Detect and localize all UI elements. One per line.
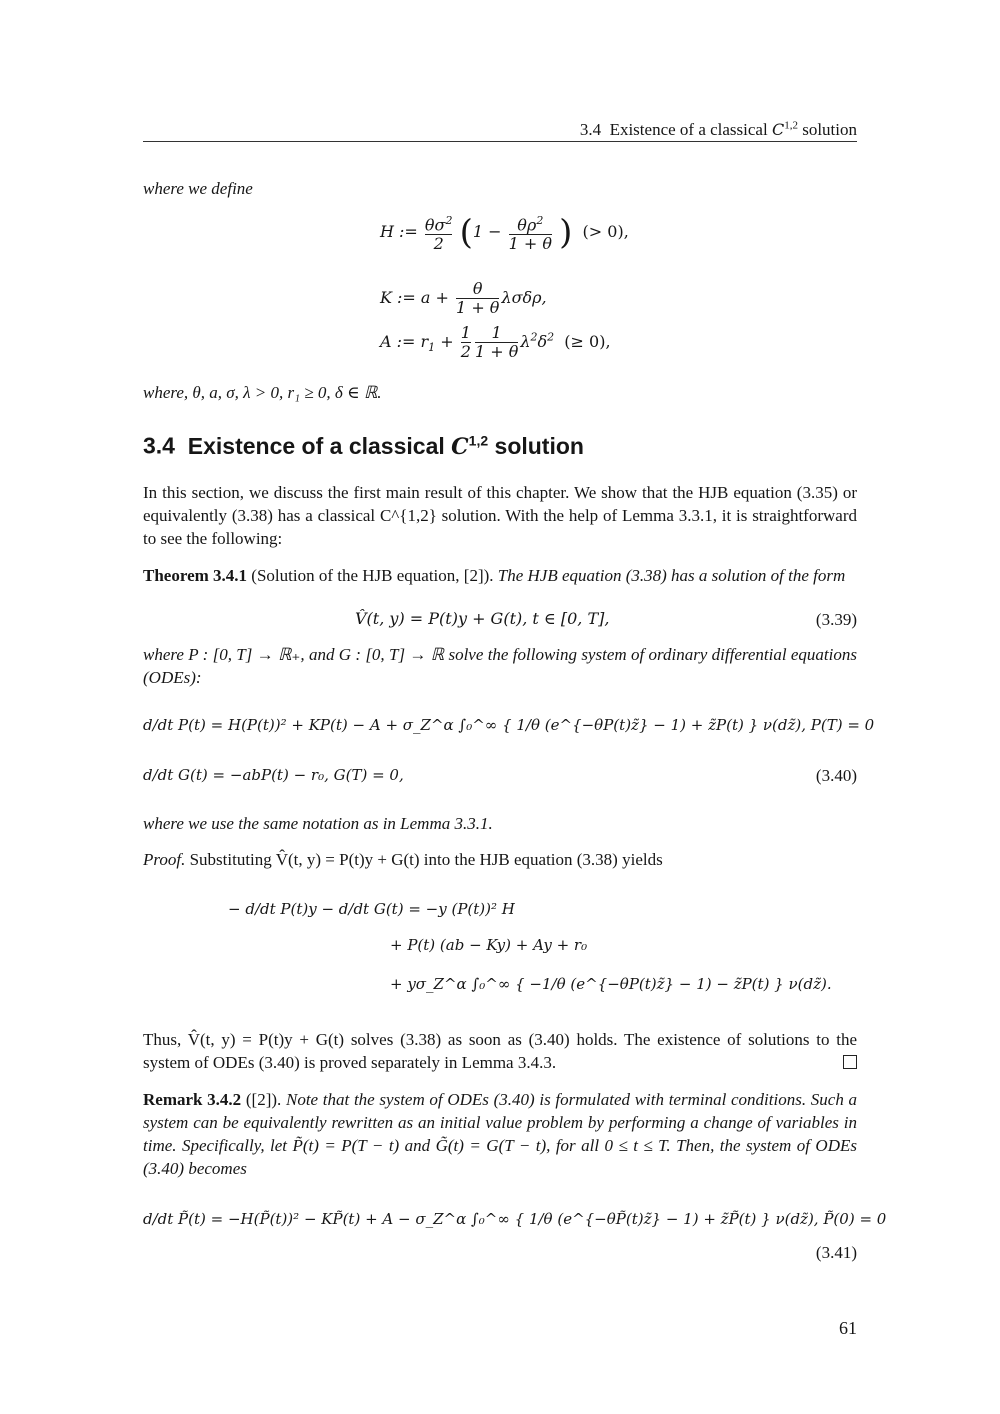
remark-label: Remark 3.4.2 (143, 1090, 242, 1109)
section-title: Existence of a classical C$^{1,2}$ solution (187, 432, 584, 460)
theorem-text: The HJB equation (3.38) has a solution of the form (497, 566, 846, 585)
running-header-text: 3.4 Existence of a classical C$^{1,2}$ solution (579, 119, 857, 139)
def-H: H := $\frac{\theta\sigma^2}{2}$ (1 − $\frac{\theta\rho^2}{1 + \theta}$ ) (> 0), (380, 212, 629, 254)
proof-equation-line1: − d/dt P(t)y − d/dt G(t) = −y (P(t))² H (228, 900, 515, 918)
proof-equation-line3: + yσ_Z^α ∫₀^∞ { −1/θ (e^{−θP(t)z̃} − 1) − z̃P(t) } ν(dz̃). (390, 975, 832, 993)
equation-3-40-line1: d/dt P(t) = H(P(t))² + KP(t) − A + σ_Z^α ∫₀^∞ { 1/θ (e^{−θP(t)z̃} − 1) + z̃P(t) } ν(dz̃), P(T) = 0 (143, 716, 875, 734)
section-number: 3.4 (143, 432, 175, 459)
proof-equation-line2: + P(t) (ab − Ky) + Ay + r₀ (390, 936, 588, 954)
equation-3-40-line2: d/dt G(t) = −abP(t) − r₀, G(T) = 0, (143, 766, 404, 784)
equation-3-41: d/dt P̃(t) = −H(P̃(t))² − KP̃(t) + A − σ_Z^α ∫₀^∞ { 1/θ (e^{−θP̃(t)z̃} − 1) + z̃P̃(t) } ν(dz̃), P̃(0) = 0 (143, 1210, 887, 1228)
def-K: K := a + $\frac{\theta}{1 + \theta}$ λσδρ, (380, 279, 547, 317)
remark (143, 1088, 857, 1180)
section-heading (143, 432, 584, 460)
theorem-statement (143, 564, 857, 587)
theorem-attribution: (Solution of the HJB equation, [2]). (251, 566, 494, 585)
equation-number-3-41: (3.41) (815, 1243, 857, 1262)
header-rule (143, 141, 857, 142)
proof-intro (143, 848, 857, 871)
qed-symbol (843, 1055, 857, 1069)
intro-paragraph: In this section, we discuss the first main result of this chapter. We show that the HJB equation (3.35) or equivalently (3.38) has a classical C^{1,2} solution. With the help of Lemma 3.3.1, it is straightforward to see the following: (143, 483, 857, 548)
proof-label: Proof. (143, 850, 186, 869)
remark-ref: ([2]). (245, 1090, 282, 1109)
equation-number-3-40: (3.40) (815, 766, 857, 785)
theorem-closing: where we use the same notation as in Lemma 3.3.1. (143, 814, 493, 833)
intro-where: where we define (143, 179, 253, 198)
equation-number-3-39: (3.39) (815, 610, 857, 629)
proof-text: Substituting V̂(t, y) = P(t)y + G(t) into the HJB equation (3.38) yields (189, 850, 663, 869)
theorem-where-line: where P : [0, T] → ℝ₊, and G : [0, T] → ℝ solve the following system of ordinary differential equations (ODEs): (143, 645, 857, 687)
def-A: A := $r_1$ + $\frac{1}{2}$ $\frac{1}{1 + \theta}$ $\lambda^2\delta^2$ (≥ 0), (380, 323, 611, 361)
page-number: 61 (839, 1318, 857, 1338)
remark-text: Note that the system of ODEs (3.40) is formulated with terminal conditions. Such a system can be equivalently rewritten as an initial value problem by performing a change of variables in time. Specifically, let P̃(t) = P(T − t) and G̃(t) = G(T − t), for all 0 ≤ t ≤ T. Then, the system of ODEs (3.40) becomes (143, 1090, 858, 1178)
running-header (143, 119, 857, 140)
proof-conclusion: Thus, V̂(t, y) = P(t)y + G(t) solves (3.38) as soon as (3.40) holds. The existence of solutions to the system of ODEs (3.40) is proved separately in Lemma 3.4.3. (143, 1030, 857, 1072)
equation-3-39: V̂(t, y) = P(t)y + G(t), t ∈ [0, T], (355, 609, 610, 628)
theorem-label: Theorem 3.4.1 (143, 566, 248, 585)
params-note: where, θ, a, σ, λ > 0, r₁ ≥ 0, δ ∈ ℝ. (143, 383, 382, 402)
